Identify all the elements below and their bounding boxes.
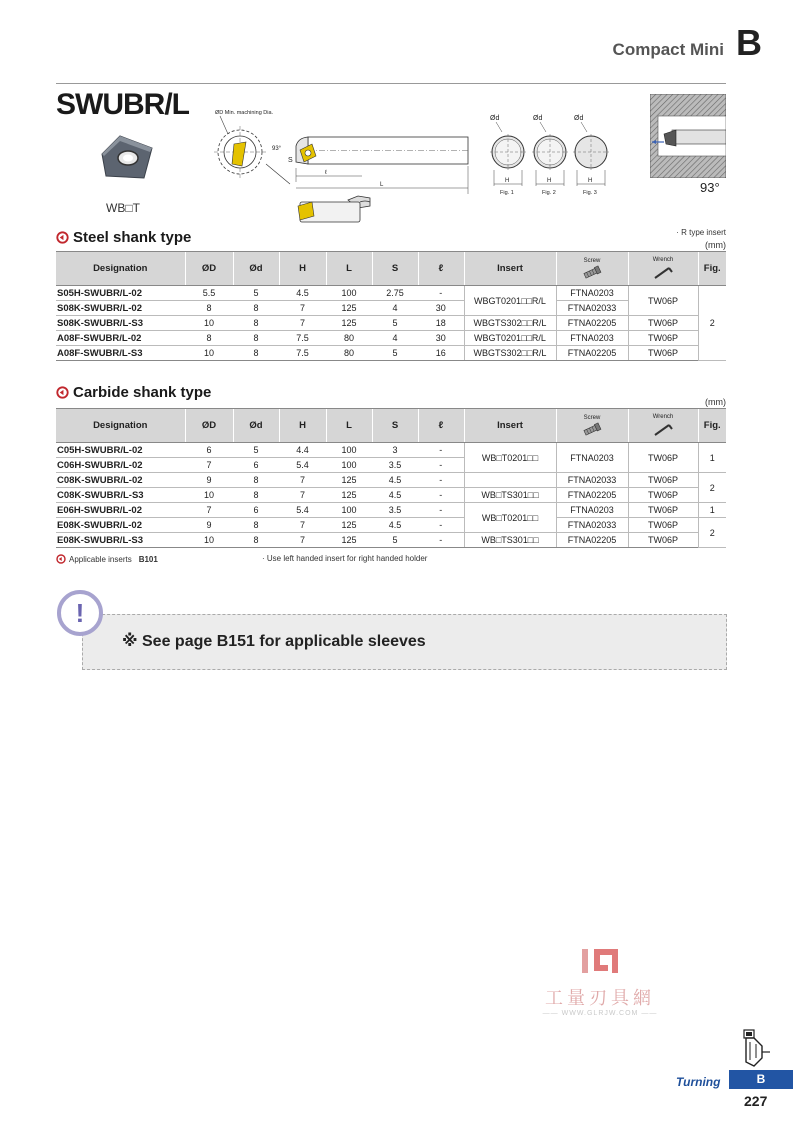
table-cell: 30	[418, 301, 464, 316]
table-cell: 16	[418, 346, 464, 361]
fig-3-section	[573, 115, 609, 196]
table-cell: FTNA02033	[556, 473, 628, 488]
table-cell: -	[418, 503, 464, 518]
table-cell: 125	[326, 301, 372, 316]
table-cell: 125	[326, 518, 372, 533]
col-D: ØD	[185, 409, 233, 443]
table-cell: S05H-SWUBR/L-02	[56, 286, 185, 301]
table-cell: A08F-SWUBR/L-02	[56, 331, 185, 346]
table-cell: E08K-SWUBR/L-02	[56, 518, 185, 533]
table-cell: 2	[698, 286, 726, 361]
insert-image	[98, 134, 160, 184]
table-cell: 6	[233, 503, 279, 518]
col-wrench	[628, 252, 698, 286]
screw-label: Screw	[583, 258, 601, 264]
footer-section-name: Turning	[676, 1075, 721, 1089]
insert-label: WB□T	[106, 201, 140, 215]
table-cell: 2.75	[372, 286, 418, 301]
table-cell: 4.5	[372, 473, 418, 488]
table-row	[56, 346, 726, 361]
table-cell: C08K-SWUBR/L-S3	[56, 488, 185, 503]
col-wrench	[628, 409, 698, 443]
wrench-icon	[652, 421, 674, 437]
table-cell: 10	[185, 346, 233, 361]
table-cell: E08K-SWUBR/L-S3	[56, 533, 185, 548]
table-cell: 2	[698, 473, 726, 503]
table-cell: 10	[185, 533, 233, 548]
watermark-url: —— WWW.GLRJW.COM ——	[542, 1010, 658, 1017]
col-screw	[556, 252, 628, 286]
table-cell: 100	[326, 458, 372, 473]
applicable-inserts-ref: B101	[138, 554, 158, 564]
table-cell: FTNA02205	[556, 488, 628, 503]
col-fig: Fig.	[698, 252, 726, 286]
table-cell: 7	[185, 458, 233, 473]
table-cell	[464, 473, 556, 488]
arrow-circle-icon	[56, 231, 69, 244]
table-cell: 5.5	[185, 286, 233, 301]
l-big-label: L	[380, 182, 384, 188]
table-cell: 5	[372, 346, 418, 361]
wrench-label: Wrench	[652, 257, 674, 263]
table-cell: 8	[185, 301, 233, 316]
table-cell: 10	[185, 488, 233, 503]
carbide-header-row	[56, 409, 726, 443]
table-cell: 8	[233, 301, 279, 316]
col-H: H	[279, 409, 326, 443]
table-cell: -	[418, 443, 464, 458]
table-cell: 8	[233, 346, 279, 361]
table-cell: 6	[185, 443, 233, 458]
table-cell: 7	[279, 301, 326, 316]
table-cell: TW06P	[628, 473, 698, 488]
screw-icon	[581, 422, 603, 436]
product-title: SWUBR/L	[56, 88, 189, 121]
table-cell: S08K-SWUBR/L-02	[56, 301, 185, 316]
table-row	[56, 316, 726, 331]
table-cell: 3	[372, 443, 418, 458]
table-cell: A08F-SWUBR/L-S3	[56, 346, 185, 361]
table-cell: FTNA02205	[556, 316, 628, 331]
table-cell: 8	[185, 331, 233, 346]
table-cell: 80	[326, 346, 372, 361]
table-cell: 7.5	[279, 331, 326, 346]
table-cell: -	[418, 473, 464, 488]
watermark-cn: 工量刃具網	[545, 988, 655, 1008]
table-cell: 5	[372, 533, 418, 548]
steel-section-title	[56, 229, 191, 246]
fig1-caption: Fig. 1	[500, 190, 514, 196]
table-cell: TW06P	[628, 503, 698, 518]
table-cell: WB□T0201□□	[464, 503, 556, 533]
table-cell: 8	[233, 518, 279, 533]
footer-section-tab: B	[729, 1070, 793, 1089]
screw-icon	[581, 265, 603, 279]
table-cell: 2	[698, 518, 726, 548]
header-section-letter: B	[736, 22, 762, 63]
holder-drawing	[210, 104, 474, 226]
watermark-logo-icon	[578, 945, 622, 979]
table-cell: -	[418, 488, 464, 503]
col-H: H	[279, 252, 326, 286]
table-cell: 30	[418, 331, 464, 346]
applicable-inserts-label: Applicable inserts	[69, 554, 132, 564]
table-cell: WBGT0201□□R/L	[464, 331, 556, 346]
r-type-note: · R type insert	[676, 228, 726, 237]
arrow-circle-icon	[56, 386, 69, 399]
watermark	[530, 945, 670, 1017]
table-cell: S08K-SWUBR/L-S3	[56, 316, 185, 331]
table-cell: 125	[326, 488, 372, 503]
table-cell: FTNA02205	[556, 533, 628, 548]
col-d: Ød	[233, 252, 279, 286]
table-cell: 4.5	[372, 518, 418, 533]
table-cell: WB□TS301□□	[464, 488, 556, 503]
table-cell: WB□TS301□□	[464, 533, 556, 548]
table-cell: 7.5	[279, 346, 326, 361]
table-cell: 8	[233, 316, 279, 331]
table-cell: 7	[279, 316, 326, 331]
table-cell: 4	[372, 331, 418, 346]
table-cell: 6	[233, 458, 279, 473]
table-row	[56, 518, 726, 533]
table-cell: 80	[326, 331, 372, 346]
col-screw	[556, 409, 628, 443]
table-cell: TW06P	[628, 316, 698, 331]
table-cell: C06H-SWUBR/L-02	[56, 458, 185, 473]
col-S: S	[372, 409, 418, 443]
table-cell: -	[418, 533, 464, 548]
table-cell: 9	[185, 473, 233, 488]
steel-header-row	[56, 252, 726, 286]
table-row	[56, 443, 726, 458]
col-insert: Insert	[464, 409, 556, 443]
sleeve-note-text: ※ See page B151 for applicable sleeves	[122, 633, 426, 650]
l-small-label: ℓ	[325, 170, 327, 176]
table-cell: 4	[372, 301, 418, 316]
fig3-d-label: Ød	[574, 115, 584, 122]
table-cell: TW06P	[628, 331, 698, 346]
fig-1-section	[490, 115, 526, 196]
turning-tool-icon	[740, 1028, 772, 1068]
min-dia-label: ØD Min. machining Dia.	[215, 110, 274, 116]
col-L: L	[326, 252, 372, 286]
carbide-table	[56, 408, 726, 548]
table-cell: C08K-SWUBR/L-02	[56, 473, 185, 488]
steel-title-text: Steel shank type	[73, 229, 192, 246]
table-cell: 7	[279, 488, 326, 503]
table-cell: FTNA0203	[556, 331, 628, 346]
angle-label: 93°	[272, 146, 282, 152]
table-cell: C05H-SWUBR/L-02	[56, 443, 185, 458]
table-cell: FTNA0203	[556, 286, 628, 301]
table-cell: 5.4	[279, 503, 326, 518]
fig3-h-label: H	[588, 178, 593, 184]
table-cell: -	[418, 518, 464, 533]
header-rule	[56, 83, 726, 84]
carbide-unit: (mm)	[705, 397, 726, 407]
table-cell: 5	[372, 316, 418, 331]
exclamation-icon: !	[57, 590, 103, 636]
table-cell: 9	[185, 518, 233, 533]
table-cell: 8	[233, 533, 279, 548]
table-cell: 5	[233, 443, 279, 458]
carbide-title-text: Carbide shank type	[73, 384, 212, 401]
table-cell: FTNA02033	[556, 301, 628, 316]
table-row	[56, 301, 726, 316]
table-cell: 4.5	[372, 488, 418, 503]
table-row	[56, 488, 726, 503]
table-row	[56, 331, 726, 346]
table-cell: 100	[326, 503, 372, 518]
table-cell: FTNA02033	[556, 518, 628, 533]
table-cell: TW06P	[628, 346, 698, 361]
table-cell: 125	[326, 473, 372, 488]
applicable-inserts-note	[56, 554, 158, 564]
table-row	[56, 473, 726, 488]
table-cell: WBGT0201□□R/L	[464, 286, 556, 316]
col-S: S	[372, 252, 418, 286]
table-cell: WB□T0201□□	[464, 443, 556, 473]
boring-schematic	[650, 94, 726, 178]
col-insert: Insert	[464, 252, 556, 286]
section-figures	[484, 110, 610, 198]
table-cell: 3.5	[372, 458, 418, 473]
angle-right-label: 93°	[700, 180, 720, 195]
col-L: L	[326, 409, 372, 443]
table-cell: 125	[326, 316, 372, 331]
col-designation: Designation	[56, 409, 185, 443]
fig2-d-label: Ød	[533, 115, 543, 122]
col-l: ℓ	[418, 409, 464, 443]
table-row	[56, 533, 726, 548]
wrench-label: Wrench	[652, 414, 674, 420]
table-cell: 1	[698, 443, 726, 473]
table-cell: 10	[185, 316, 233, 331]
left-hand-note: · Use left handed insert for right handed holder	[262, 554, 428, 563]
table-cell: 4.4	[279, 443, 326, 458]
table-cell: 8	[233, 331, 279, 346]
steel-table	[56, 251, 726, 361]
table-cell: 3.5	[372, 503, 418, 518]
screw-label: Screw	[583, 415, 601, 421]
arrow-circle-icon	[56, 554, 66, 564]
table-cell: 8	[233, 473, 279, 488]
table-cell: 5	[233, 286, 279, 301]
fig1-d-label: Ød	[490, 115, 500, 122]
table-cell: 7	[279, 533, 326, 548]
col-d: Ød	[233, 409, 279, 443]
table-cell: TW06P	[628, 443, 698, 473]
table-cell: 100	[326, 286, 372, 301]
table-cell: 125	[326, 533, 372, 548]
table-cell: 100	[326, 443, 372, 458]
col-D: ØD	[185, 252, 233, 286]
fig-2-section	[532, 115, 568, 196]
table-cell: 8	[233, 488, 279, 503]
fig1-h-label: H	[505, 178, 510, 184]
table-cell: 7	[279, 473, 326, 488]
table-cell: 7	[279, 518, 326, 533]
s-label: S	[288, 157, 293, 164]
table-cell: FTNA02205	[556, 346, 628, 361]
col-designation: Designation	[56, 252, 185, 286]
table-row	[56, 503, 726, 518]
fig2-h-label: H	[547, 178, 552, 184]
table-cell: TW06P	[628, 533, 698, 548]
table-row	[56, 286, 726, 301]
table-cell: TW06P	[628, 518, 698, 533]
col-l: ℓ	[418, 252, 464, 286]
table-cell: 18	[418, 316, 464, 331]
page-number: 227	[744, 1093, 768, 1109]
table-cell: FTNA0203	[556, 443, 628, 473]
col-fig: Fig.	[698, 409, 726, 443]
table-cell: 7	[185, 503, 233, 518]
table-cell: -	[418, 458, 464, 473]
table-cell: WBGTS302□□R/L	[464, 316, 556, 331]
table-cell: TW06P	[628, 488, 698, 503]
fig2-caption: Fig. 2	[542, 190, 556, 196]
fig3-caption: Fig. 3	[583, 190, 597, 196]
wrench-icon	[652, 264, 674, 280]
table-cell: 4.5	[279, 286, 326, 301]
table-cell: TW06P	[628, 286, 698, 316]
carbide-section-title	[56, 384, 211, 401]
table-cell: WBGTS302□□R/L	[464, 346, 556, 361]
table-cell: FTNA0203	[556, 503, 628, 518]
steel-unit: (mm)	[705, 240, 726, 250]
table-cell: 5.4	[279, 458, 326, 473]
table-cell: 1	[698, 503, 726, 518]
table-cell: -	[418, 286, 464, 301]
table-cell: E06H-SWUBR/L-02	[56, 503, 185, 518]
header-title: Compact Mini	[612, 40, 724, 59]
